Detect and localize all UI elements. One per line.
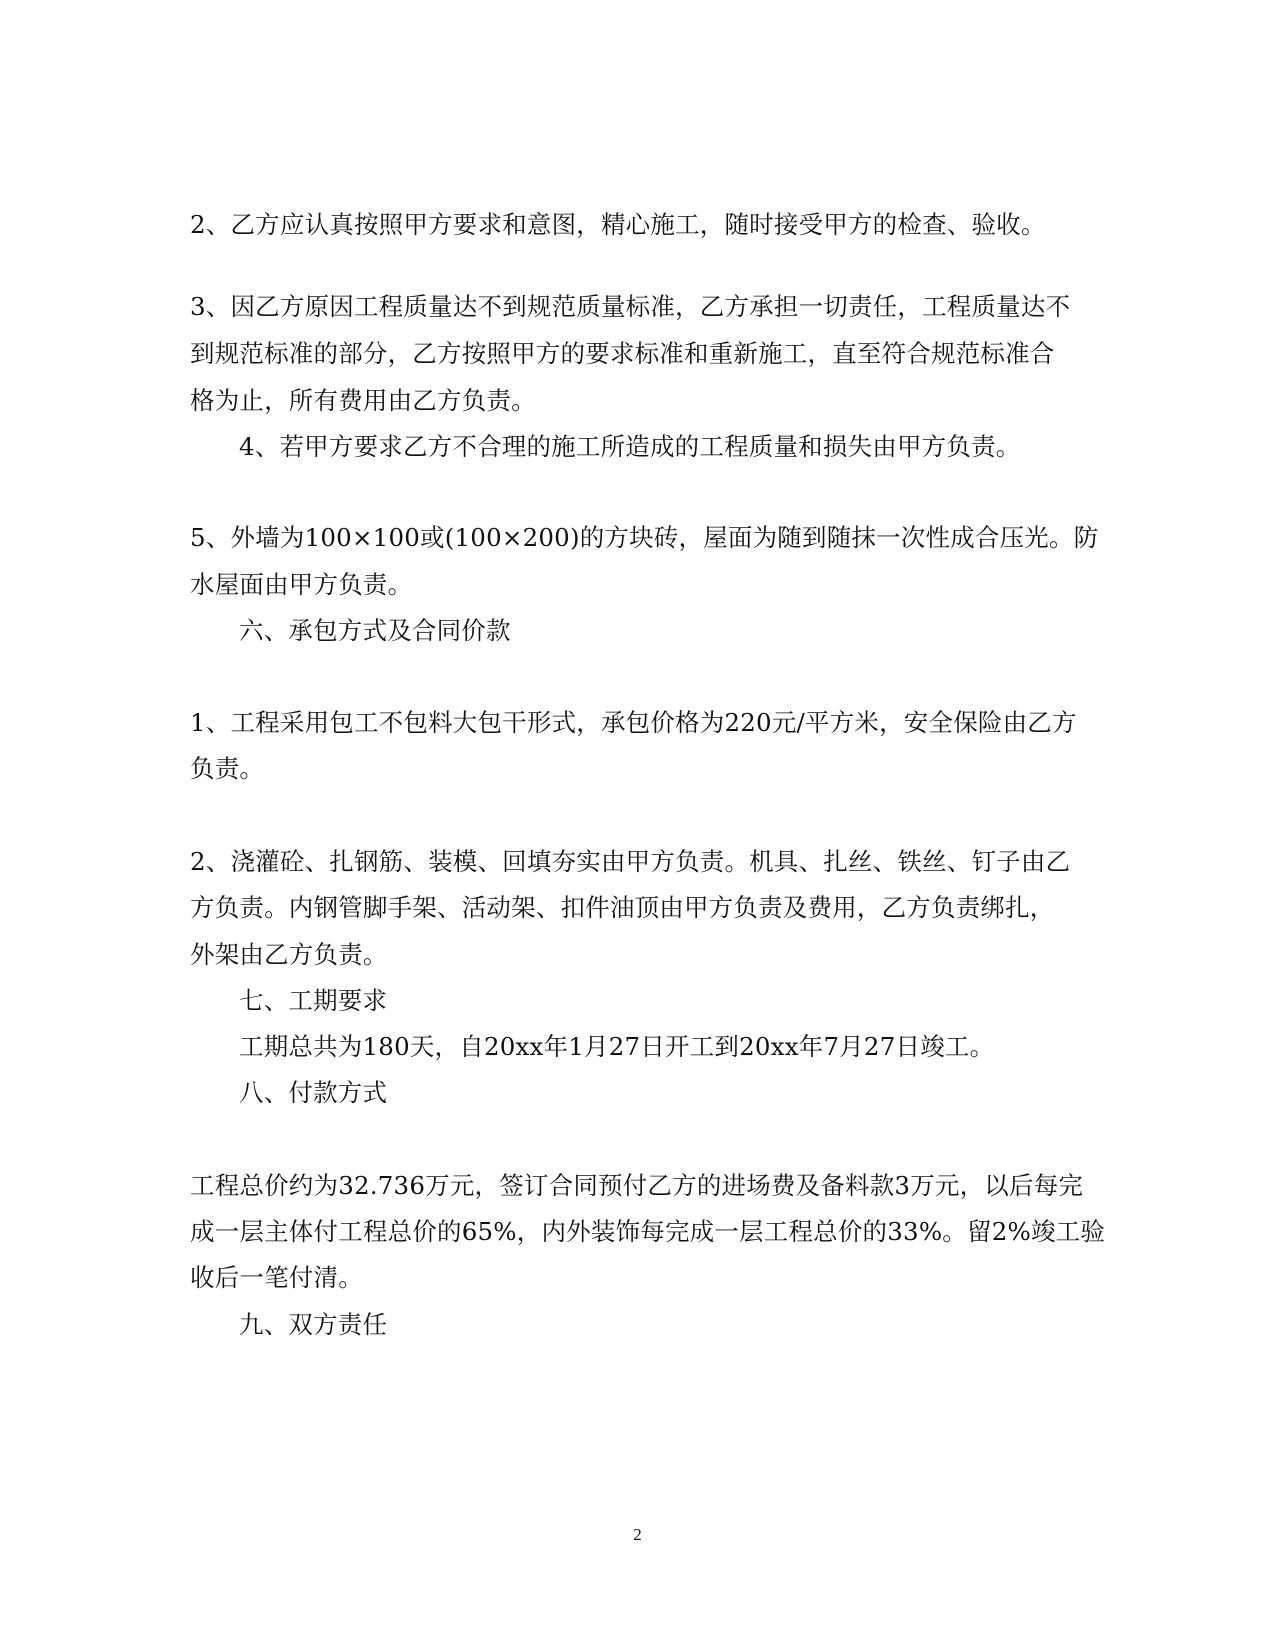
clause-3-line-2: 到规范标准的部分，乙方按照甲方的要求标准和重新施工，直至符合规范标准合 [190, 339, 1055, 368]
clause-4-line: 4、若甲方要求乙方不合理的施工所造成的工程质量和损失由甲方负责。 [239, 432, 1021, 461]
section-6-heading: 六、承包方式及合同价款 [239, 616, 511, 645]
contract-clause-2-line-3: 外架由乙方负责。 [190, 940, 388, 969]
contract-clause-1-line-1: 1、工程采用包工不包料大包干形式，承包价格为220元/平方米，安全保险由乙方 [190, 708, 1077, 737]
clause-2-line: 2、乙方应认真按照甲方要求和意图，精心施工，随时接受甲方的检查、验收。 [190, 210, 1046, 239]
clause-3-line-1: 3、因乙方原因工程质量达不到规范质量标准，乙方承担一切责任，工程质量达不 [190, 292, 1071, 321]
payment-line-1: 工程总价约为32.736万元，签订合同预付乙方的进场费及备料款3万元，以后每完 [190, 1171, 1084, 1200]
contract-clause-2-line-2: 方负责。内钢管脚手架、活动架、扣件油顶由甲方负责及费用，乙方负责绑扎， [190, 893, 1055, 922]
payment-line-2: 成一层主体付工程总价的65%，内外装饰每完成一层工程总价的33%。留2%竣工验 [190, 1217, 1106, 1246]
contract-clause-2-line-1: 2、浇灌砼、扎钢筋、装模、回填夯实由甲方负责。机具、扎丝、铁丝、钉子由乙 [190, 847, 1071, 876]
section-7-heading: 七、工期要求 [239, 986, 388, 1015]
clause-3-line-3: 格为止，所有费用由乙方负责。 [190, 386, 536, 415]
clause-5-line-2: 水屋面由甲方负责。 [190, 570, 413, 599]
section-8-heading: 八、付款方式 [239, 1078, 388, 1107]
schedule-text: 工期总共为180天，自20xx年1月27日开工到20xx年7月27日竣工。 [239, 1032, 995, 1061]
section-9-heading: 九、双方责任 [239, 1310, 388, 1339]
contract-clause-1-line-2: 负责。 [190, 754, 265, 783]
page-number: 2 [633, 1525, 642, 1544]
clause-5-line-1: 5、外墙为100×100或(100×200)的方块砖，屋面为随到随抹一次性成合压光。防 [190, 523, 1099, 552]
payment-line-3: 收后一笔付清。 [190, 1263, 363, 1292]
